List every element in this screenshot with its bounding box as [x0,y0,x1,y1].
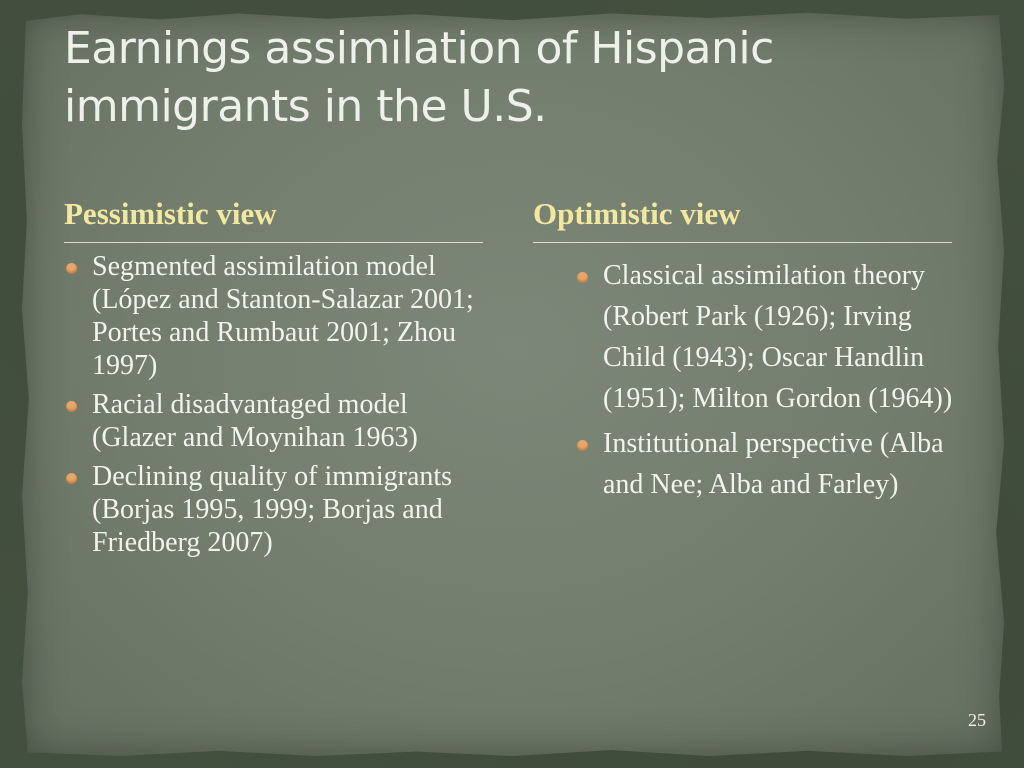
bullet-icon [66,473,77,484]
pessimistic-view-list [64,250,484,565]
list-item [64,388,484,454]
bullet-icon [577,272,588,283]
slide-title: Earnings assimilation of Hispanic immigrants in the U.S. [64,23,774,132]
list-item-text: Declining quality of immigrants (Borjas 1995, 1999; Borjas and Friedberg 2007) [92,461,453,558]
list-item-text: Segmented assimilation model (López and Stanton-Salazar 2001; Portes and Rumbaut 2001; Zhou 1997) [92,251,474,381]
bullet-icon [66,401,77,412]
optimistic-view-list [575,255,975,509]
list-item [575,423,975,505]
list-item-text: Racial disadvantaged model (Glazer and Moynihan 1963) [92,389,418,453]
bullet-icon [577,440,588,451]
pessimistic-view-heading: Pessimistic view [64,196,277,231]
list-item [575,255,975,419]
right-heading-divider [533,242,952,243]
left-heading-divider [64,242,483,243]
list-item [64,250,484,382]
page-number: 25 [968,710,986,730]
list-item [64,460,484,559]
list-item-text: Classical assimilation theory (Robert Park (1926); Irving Child (1943); Oscar Handlin (1951); Milton Gordon (1964)) [603,260,953,414]
optimistic-view-heading: Optimistic view [533,196,741,231]
bullet-icon [66,263,77,274]
list-item-text: Institutional perspective (Alba and Nee; Alba and Farley) [603,428,944,500]
